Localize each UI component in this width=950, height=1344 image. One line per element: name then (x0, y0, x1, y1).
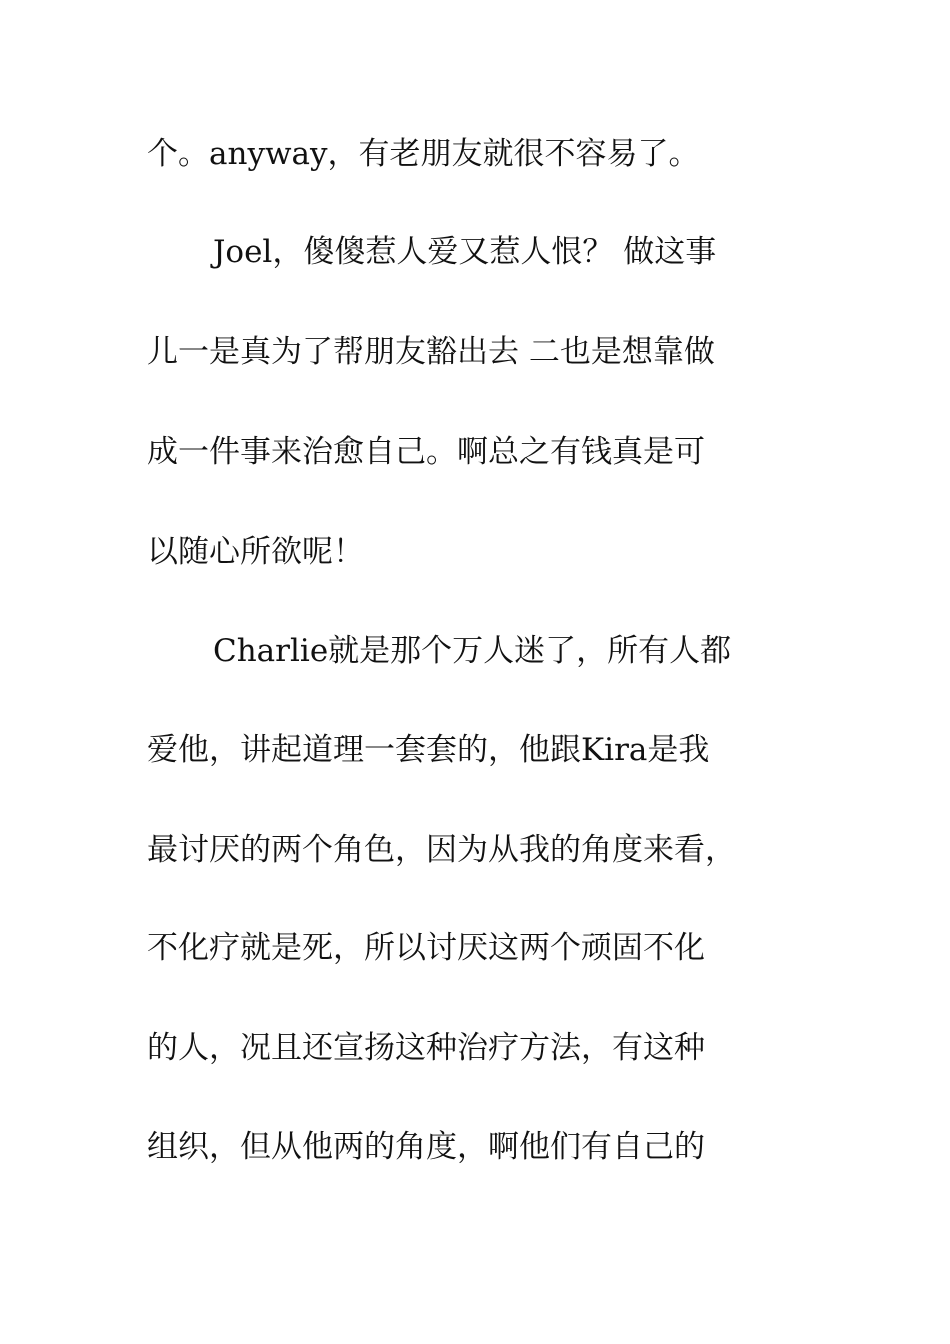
text-line-9: 不化疗就是死，所以讨厌这两个顽固不化 (147, 930, 705, 966)
text-line-2: Joel，傻傻惹人爱又惹人恨？ 做这事 (213, 234, 717, 270)
text-line-7: 爱他，讲起道理一套套的，他跟Kira是我 (147, 732, 710, 768)
text-line-4: 成一件事来治愈自己。啊总之有钱真是可 (147, 434, 705, 470)
text-line-10: 的人，况且还宣扬这种治疗方法，有这种 (147, 1030, 705, 1066)
text-line-3: 儿一是真为了帮朋友豁出去 二也是想靠做 (147, 334, 715, 370)
text-line-8: 最讨厌的两个角色，因为从我的角度来看， (147, 832, 736, 868)
text-line-6: Charlie就是那个万人迷了，所有人都 (213, 633, 732, 669)
text-line-11: 组织，但从他两的角度，啊他们有自己的 (147, 1129, 705, 1165)
text-line-1: 个。anyway，有老朋友就很不容易了。 (147, 136, 700, 172)
text-line-5: 以随心所欲呢！ (147, 534, 364, 570)
